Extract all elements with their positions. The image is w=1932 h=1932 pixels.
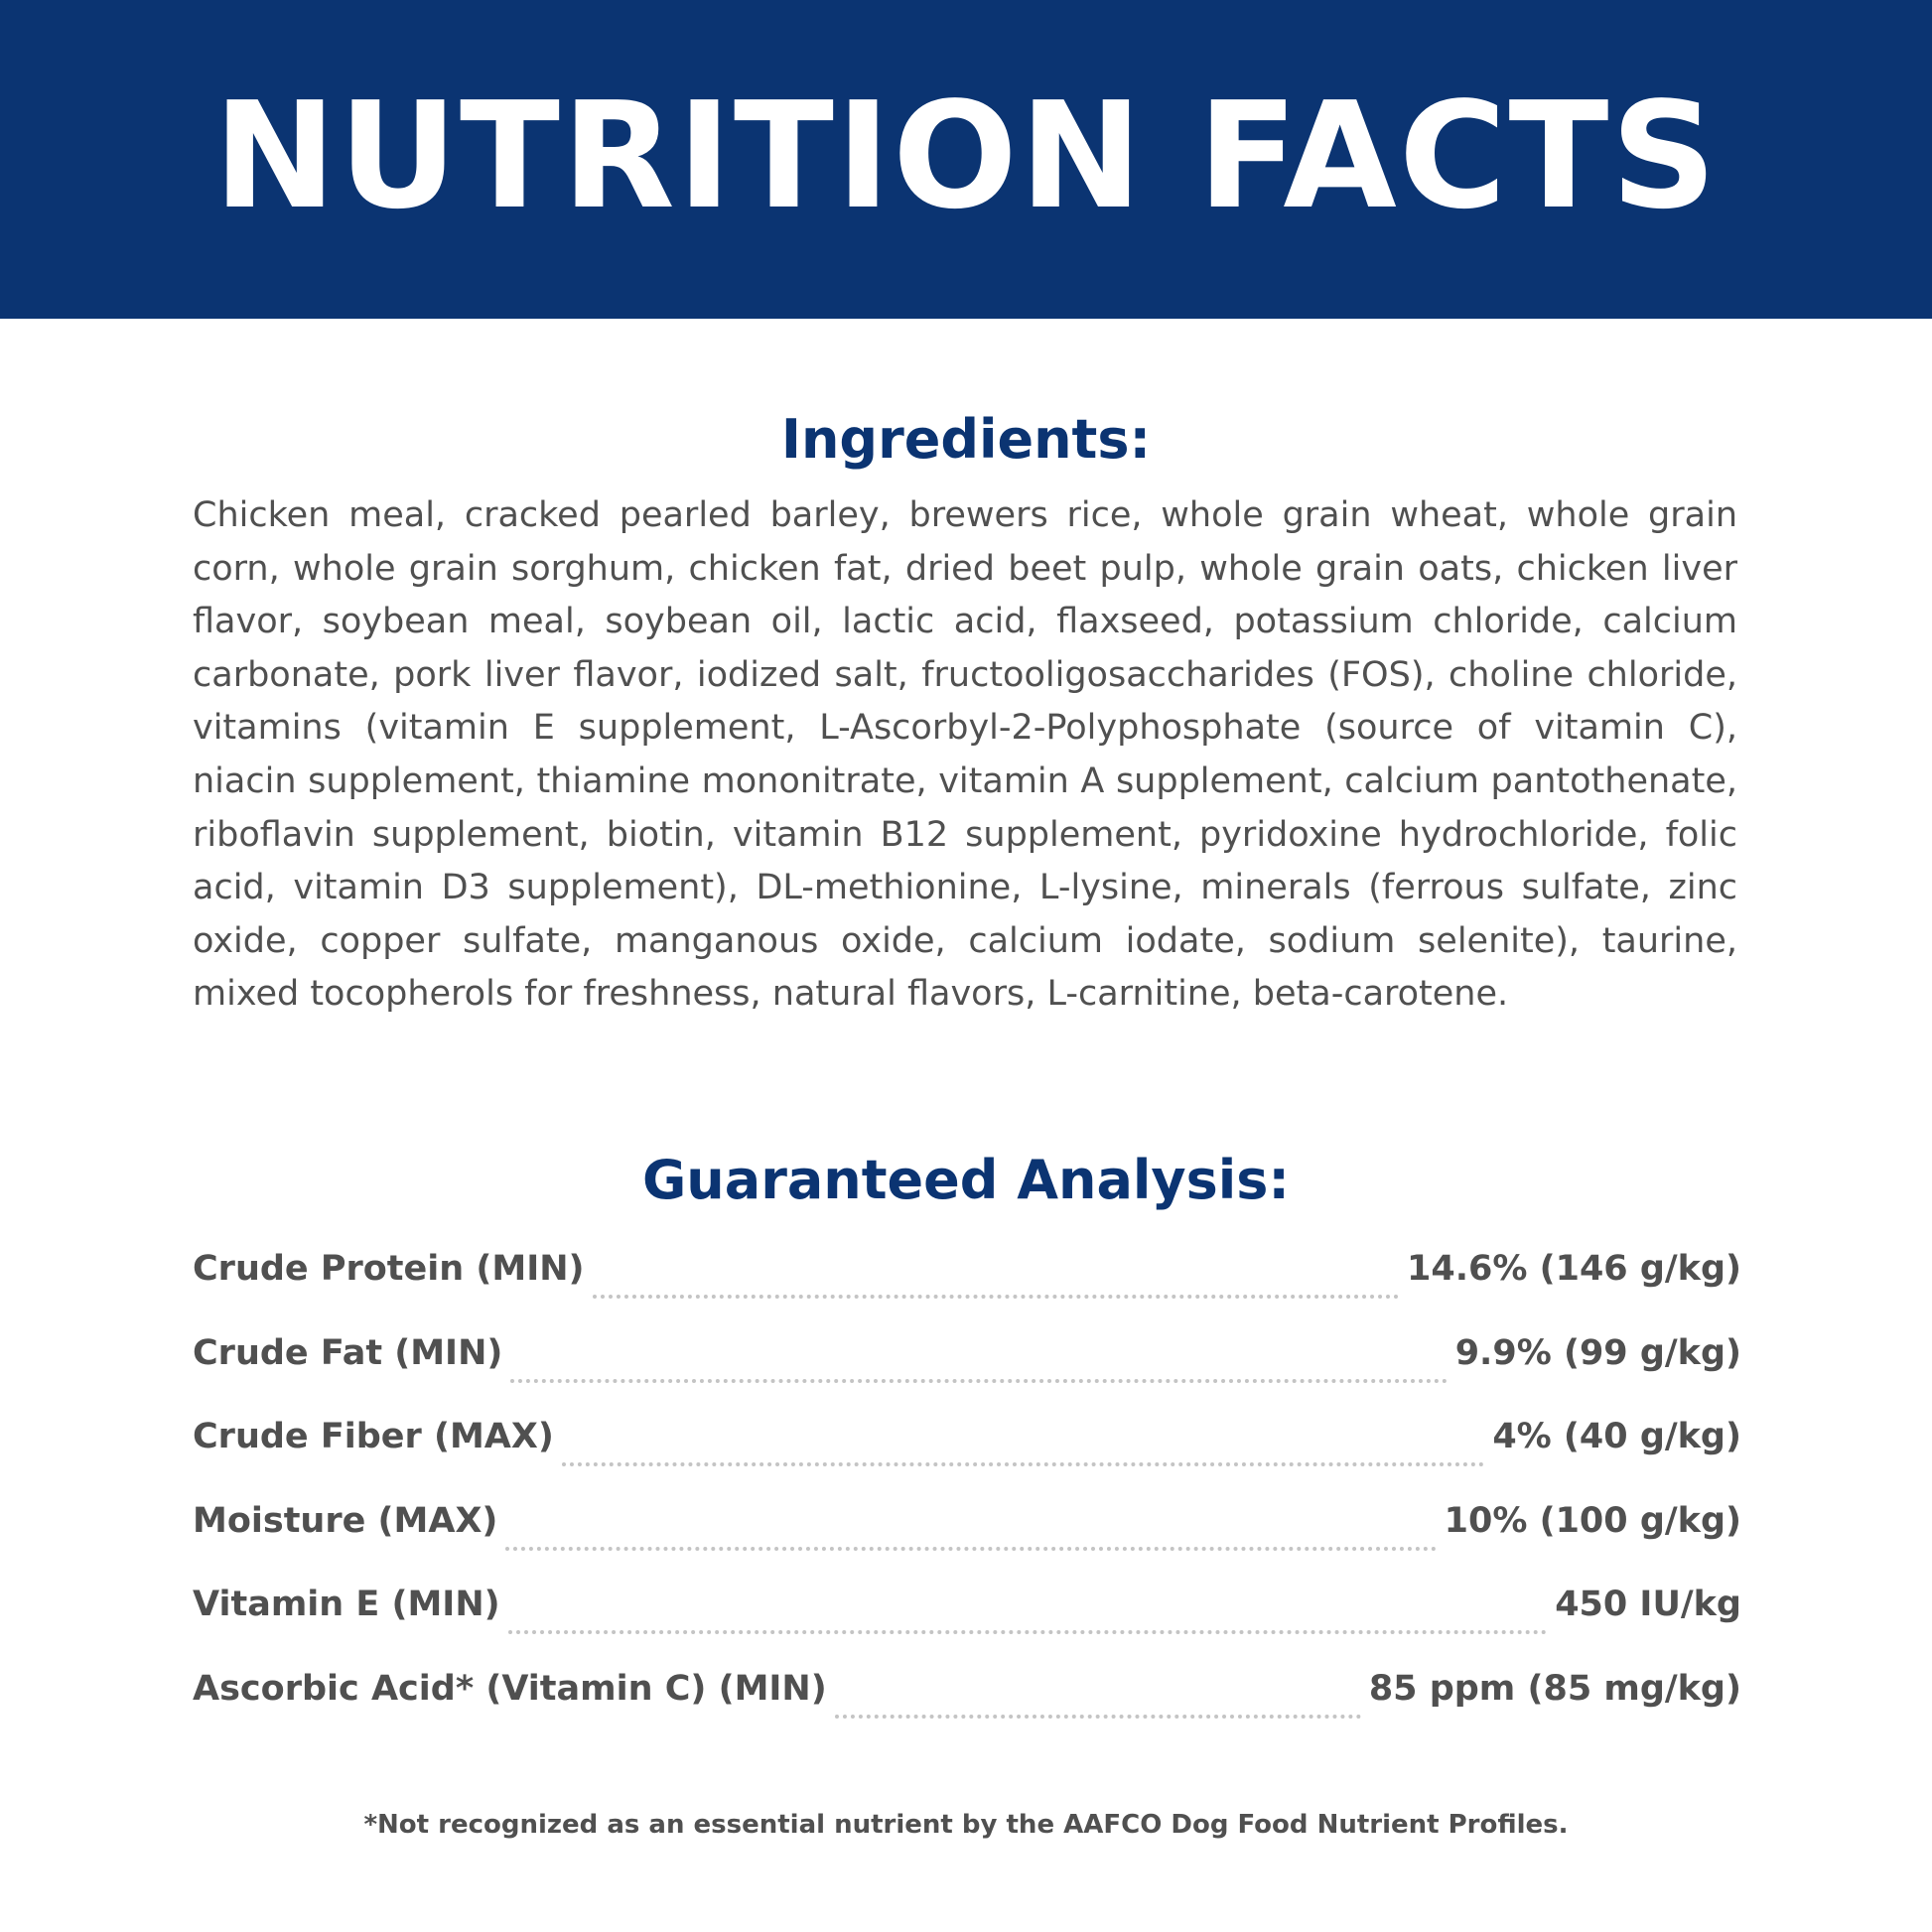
analysis-row-ascorbic-acid (193, 1661, 1741, 1745)
analysis-row-crude-protein (193, 1241, 1741, 1325)
dot-leader (510, 1379, 1447, 1383)
analysis-row-crude-fat (193, 1325, 1741, 1410)
dot-leader (562, 1462, 1484, 1466)
dot-leader (593, 1295, 1399, 1299)
page-title: NUTRITION FACTS (212, 69, 1720, 241)
dot-leader (508, 1630, 1548, 1634)
footnote: *Not recognized as an essential nutrient by the AAFCO Dog Food Nutrient Profiles. (363, 1810, 1569, 1840)
guaranteed-analysis-list (193, 1241, 1741, 1744)
analysis-label: Crude Fiber (MAX) (193, 1417, 554, 1456)
analysis-label: Ascorbic Acid* (Vitamin C) (MIN) (193, 1668, 827, 1709)
dot-leader (505, 1547, 1436, 1551)
ingredients-text: Chicken meal, cracked pearled barley, brewers rice, whole grain wheat, whole grain corn, whole grain sorghum, chicken fat, dried beet pulp, whole grain oats, chicken liver flavor, soybean meal, soybean oil, lactic acid, flaxseed, potassium chloride, calcium carbonate, pork liver flavor, iodized salt, fructooligosaccharides (FOS), choline chloride, vitamins (vitamin E supplement, L-Ascorbyl-2-Polyphosphate (source of vitamin C), niacin supplement, thiamine mononitrate, vitamin A supplement, calcium pantothenate, riboflavin supplement, biotin, vitamin B12 supplement, pyridoxine hydrochloride, folic acid, vitamin D3 supplement), DL-methionine, L-lysine, minerals (ferrous sulfate, zinc oxide, copper sulfate, manganous oxide, calcium iodate, sodium selenite), taurine, mixed tocopherols for freshness, natural flavors, L-carnitine, beta-carotene. (193, 495, 1737, 1015)
analysis-label: Crude Fat (MIN) (193, 1332, 503, 1373)
analysis-label: Vitamin E (MIN) (193, 1585, 500, 1624)
analysis-value: 10% (100 g/kg) (1444, 1500, 1741, 1541)
ingredients-heading: Ingredients: (780, 408, 1152, 471)
guaranteed-analysis-heading: Guaranteed Analysis: (641, 1149, 1290, 1211)
analysis-value: 4% (40 g/kg) (1492, 1417, 1741, 1456)
analysis-label: Moisture (MAX) (193, 1500, 498, 1541)
analysis-row-crude-fiber (193, 1409, 1741, 1493)
analysis-value: 450 IU/kg (1555, 1585, 1741, 1624)
dot-leader (835, 1715, 1361, 1719)
header-banner (0, 0, 1932, 319)
analysis-value: 85 ppm (85 mg/kg) (1368, 1668, 1741, 1709)
analysis-value: 14.6% (146 g/kg) (1406, 1249, 1741, 1289)
analysis-label: Crude Protein (MIN) (193, 1249, 585, 1289)
analysis-row-moisture (193, 1493, 1741, 1578)
analysis-row-vitamin-e (193, 1577, 1741, 1661)
analysis-value: 9.9% (99 g/kg) (1454, 1332, 1741, 1373)
